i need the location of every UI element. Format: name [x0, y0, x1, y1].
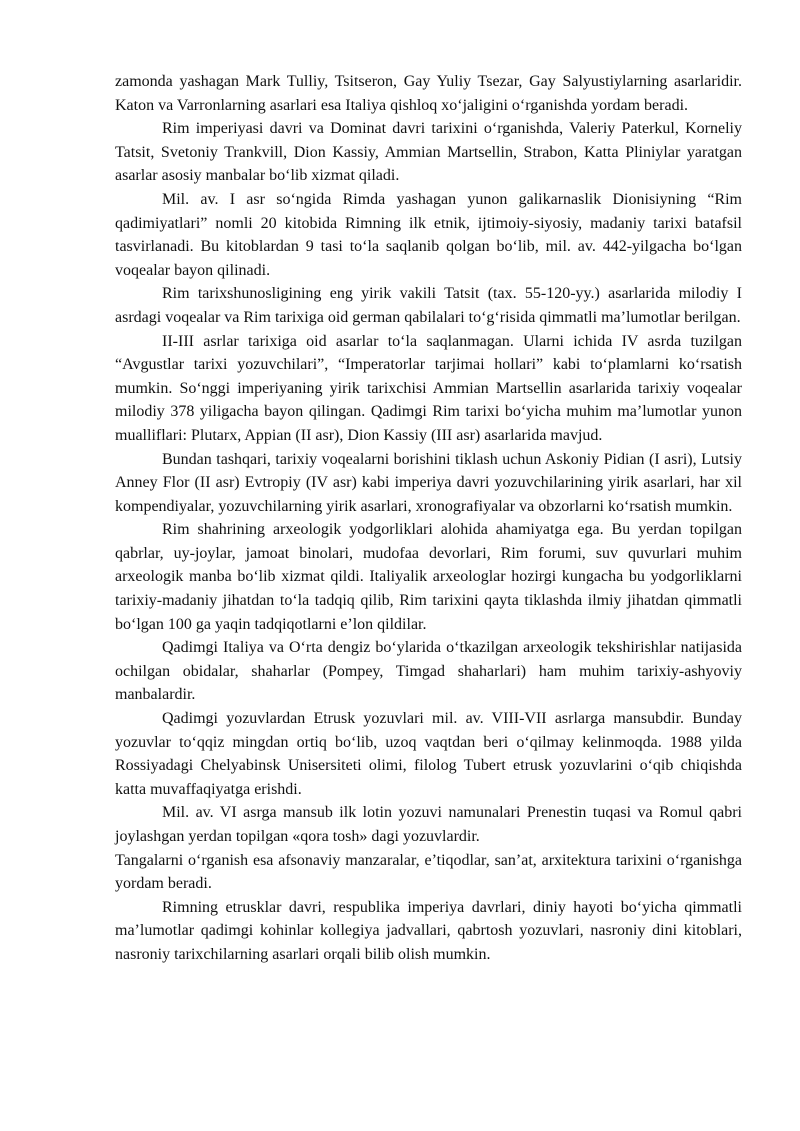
paragraph-2: Rim imperiyasi davri va Dominat davri tarixini o‘rganishda, Valeriy Paterkul, Korneliy Tatsit, Svetoniy Trankvill, Dion Kassiy, Ammian Martsellin, Strabon, Katta Pliniylar yaratgan asarlar asosiy manbalar bo‘lib xizmat qiladi. [115, 120, 742, 185]
paragraph-5: II-III asrlar tarixiga oid asarlar to‘la saqlanmagan. Ularni ichida IV asrda tuzilgan “Avgustlar tarixi yozuvchilari”, “Imperatorlar tarjimai hollari” kabi to‘plamlarni ko‘rsatish mumkin. So‘nggi imperiyaning yirik tarixchisi Ammian Martsellin asarlarida tarixiy voqealar milodiy 378 yiligacha bayon qilingan. Qadimgi Rim tarixi bo‘yicha muhim ma’lumotlar yunon mualliflari: Plutarx, Appian (II asr), Dion Kassiy (III asr) asarlarida mavjud. [115, 332, 742, 444]
paragraph-7: Rim shahrining arxeologik yodgorliklari alohida ahamiyatga ega. Bu yerdan topilgan qabrlar, uy-joylar, jamoat binolari, mudofaa devorlari, Rim forumi, suv quvurlari muhim arxeologik manba bo‘lib xizmat qildi. Italiyalik arxeologlar hozirgi kungacha bu yodgorliklarni tarixiy-madaniy jihatdan to‘la tadqiq qilib, Rim tarixini qayta tiklashda ilmiy jihatdan qimmatli bo‘lgan 100 ga yaqin tadqiqotlarni e’lon qildilar. [115, 521, 742, 633]
paragraph-9: Qadimgi yozuvlardan Etrusk yozuvlari mil. av. VIII-VII asrlarga mansubdir. Bunday yozuvlar to‘qqiz mingdan ortiq bo‘lib, uzoq vaqtdan beri o‘qilmay kelinmoqda. 1988 yilda Rossiyadagi Chelyabinsk Unisersiteti olimi, filolog Tubert etrusk yozuvlarini o‘qib chiqishda katta muvaffaqiyatga erishdi. [115, 710, 742, 798]
document-page [115, 70, 742, 967]
paragraph-6: Bundan tashqari, tarixiy voqealarni borishini tiklash uchun Askoniy Pidian (I asri), Lutsiy Anney Flor (II asr) Evtropiy (IV asr) kabi imperiya davri yozuvchilarining yirik asarlari, har xil kompendiyalar, yozuvchilarning yirik asarlari, xronografiyalar va obzorlarni ko‘rsatish mumkin. [115, 450, 742, 515]
paragraph-1: zamonda yashagan Mark Tulliy, Tsitseron, Gay Yuliy Tsezar, Gay Salyustiylarning asarlaridir. Katon va Varronlarning asarlari esa Italiya qishloq xo‘jaligini o‘rganishda yordam beradi. [115, 73, 742, 114]
paragraph-11: Tangalarni o‘rganish esa afsonaviy manzaralar, e’tiqodlar, san’at, arxitektura tarixini o‘rganishga yordam beradi. [115, 851, 742, 893]
paragraph-10: Mil. av. VI asrga mansub ilk lotin yozuvi namunalari Prenestin tuqasi va Romul qabri joylashgan yerdan topilgan «qora tosh» dagi yozuvlardir. [115, 804, 742, 845]
paragraph-12: Rimning etrusklar davri, respublika imperiya davrlari, diniy hayoti bo‘yicha qimmatli ma’lumotlar qadimgi kohinlar kollegiya jadvallari, qabrtosh yozuvlari, nasroniy dini kitoblari, nasroniy tarixchilarning asarlari orqali bilib olish mumkin. [115, 898, 742, 963]
paragraph-8: Qadimgi Italiya va O‘rta dengiz bo‘ylarida o‘tkazilgan arxeologik tekshirishlar natijasida ochilgan obidalar, shaharlar (Pompey, Timgad shaharlari) ham muhim tarixiy-ashyoviy manbalardir. [115, 639, 742, 704]
paragraph-3: Mil. av. I asr so‘ngida Rimda yashagan yunon galikarnaslik Dionisiyning “Rim qadimiyatlari” nomli 20 kitobida Rimning ilk etnik, ijtimoiy-siyosiy, madaniy tarixi batafsil tasvirlanadi. Bu kitoblardan 9 tasi to‘la saqlanib qolgan bo‘lib, mil. av. 442-yilgacha bo‘lgan voqealar bayon qilinadi. [115, 190, 742, 279]
paragraph-4: Rim tarixshunosligining eng yirik vakili Tatsit (tax. 55-120-yy.) asarlarida milodiy I asrdagi voqealar va Rim tarixiga oid german qabilalari to‘g‘risida qimmatli ma’lumotlar berilgan. [115, 285, 742, 326]
